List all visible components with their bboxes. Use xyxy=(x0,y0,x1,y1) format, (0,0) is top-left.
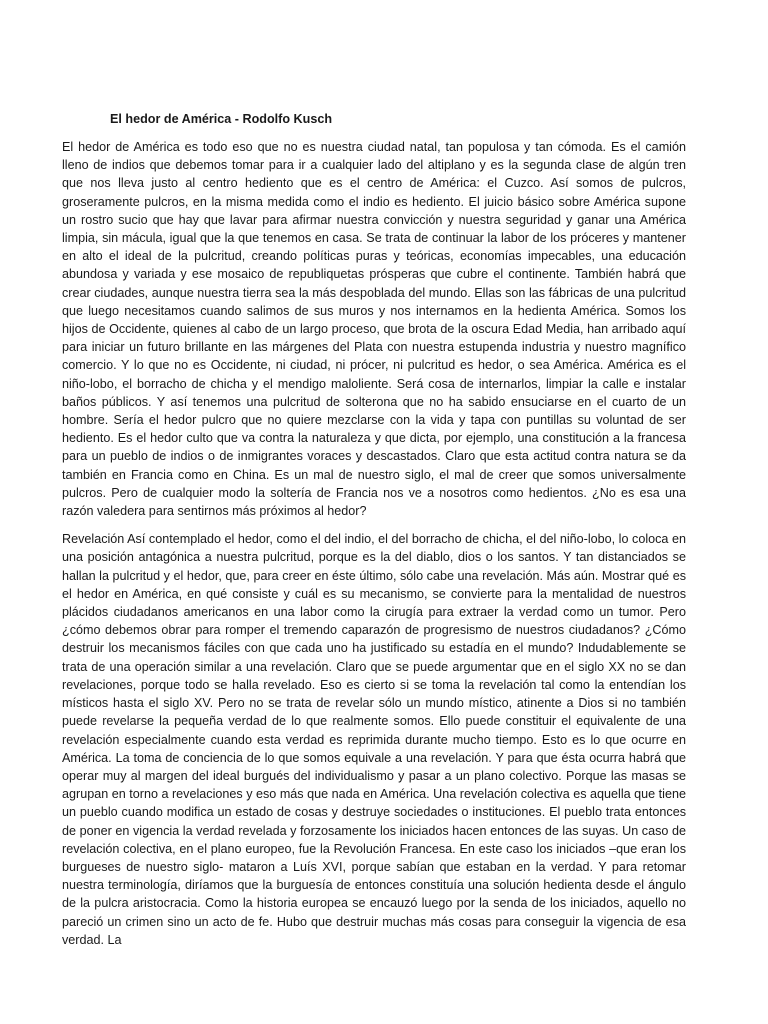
paragraph: Revelación Así contemplado el hedor, como el del indio, el del borracho de chicha, el del niño-lobo, lo coloca en una posición antagónica a nuestra pulcritud, porque es la del diablo, dios o los santos. Y tan distanciados se hallan la pulcritud y el hedor, que, para creer en éste último, sólo cabe una revelación. Más aún. Mostrar qué es el hedor en América, en qué consiste y cuál es su mecanismo, se convierte para la mentalidad de nuestros plácidos ciudadanos americanos en una labor como la cirugía para extraer la verdad como un tumor. Pero ¿cómo debemos obrar para romper el tremendo caparazón de progresismo de nuestros ciudadanos? ¿Cómo destruir los mecanismos fáciles con que cada uno ha justificado su estadía en el mundo? Indudablemente se trata de una operación similar a una revelación. Claro que se puede argumentar que en el siglo XX no se dan revelaciones, porque todo se halla revelado. Eso es cierto si se toma la revelación tal como la entendían los místicos hasta el siglo XV. Pero no se trata de revelar sólo un mundo místico, atinente a Dios si no también puede revelarse la pequeña verdad de lo que realmente somos. Ello puede constituir el equivalente de una revelación especialmente cuando esta verdad es reprimida durante mucho tiempo. Esto es lo que ocurre en América. La toma de conciencia de lo que somos equivale a una revelación. Y para que ésta ocurra habrá que operar muy al margen del ideal burgués del individualismo y pasar a un plano colectivo. Porque las masas se agrupan en torno a revelaciones y eso más que nada en América. Una revelación colectiva es aquella que tiene un pueblo cuando modifica un estado de cosas y destruye sociedades o instituciones. El pueblo trata entonces de poner en vigencia la verdad revelada y forzosamente los iniciados hacen entonces de las suyas. Un caso de revelación colectiva, en el plano europeo, fue la Revolución Francesa. En este caso los iniciados –que eran los burgueses de nuestro siglo- mataron a Luís XVI, porque sabían que estaban en la verdad. Y para retomar nuestra terminología, diríamos que la burguesía de entonces constituía una solución hedienta desde el ángulo de la pulcra aristocracia. Como la historia europea se encauzó luego por la senda de los iniciados, aquello no pareció un crimen sino un acto de fe. Hubo que destruir muchas más cosas para conseguir la vigencia de esa verdad. La xyxy=(62,532,686,947)
document-title: El hedor de América - Rodolfo Kusch xyxy=(110,112,333,126)
document-body xyxy=(62,110,686,959)
paragraph: El hedor de América es todo eso que no es nuestra ciudad natal, tan populosa y tan cómoda. Es el camión lleno de indios que debemos tomar para ir a cualquier lado del altiplano y es la segunda clase de algún tren que nos lleva justo al centro hediento que es el centro de América: el Cuzco. Así somos de pulcros, groseramente pulcros, en la misma medida como el indio es hediento. El juicio básico sobre América supone un rostro sucio que hay que lavar para afirmar nuestra convicción y nuestra seguridad y ganar una América limpia, sin mácula, igual que la que tenemos en casa. Se trata de continuar la labor de los próceres y mantener en alto el ideal de la pulcritud, creando políticas puras y teóricas, economías impecables, una educación abundosa y variada y ese mosaico de republiquetas prósperas que cubre el continente. También habrá que crear ciudades, aunque nuestra tierra sea la más despoblada del mundo. Ellas son las fábricas de una pulcritud que luego necesitamos cuando salimos de sus muros y nos internamos en la hedienta América. Somos los hijos de Occidente, quienes al cabo de un largo proceso, que brota de la oscura Edad Media, han arribado aquí para iniciar un futuro brillante en las márgenes del Plata con nuestra estupenda industria y nuestro magnífico comercio. Y lo que no es Occidente, ni ciudad, ni prócer, ni pulcritud es hedor, o sea América. América es el niño-lobo, el borracho de chicha y el mendigo maloliente. Será cosa de internarlos, limpiar la calle e instalar baños públicos. Y así tenemos una pulcritud de solterona que no ha sabido ensuciarse en el cuarto de un hombre. Sería el hedor pulcro que no quiere mezclarse con la vida y tapa con puntillas su voluntad de ser hediento. Es el hedor culto que va contra la naturaleza y que dicta, por ejemplo, una constitución a la francesa para un pueblo de indios o de inmigrantes voraces y descastados. Claro que esta actitud contra natura se da también en Francia como en China. Es un mal de nuestro siglo, el mal de creer que somos universalmente pulcros. Pero de cualquier modo la soltería de Francia nos ve a nosotros como hedientos. ¿No es esa una razón valedera para sentirnos más próximos al hedor? xyxy=(62,140,686,519)
